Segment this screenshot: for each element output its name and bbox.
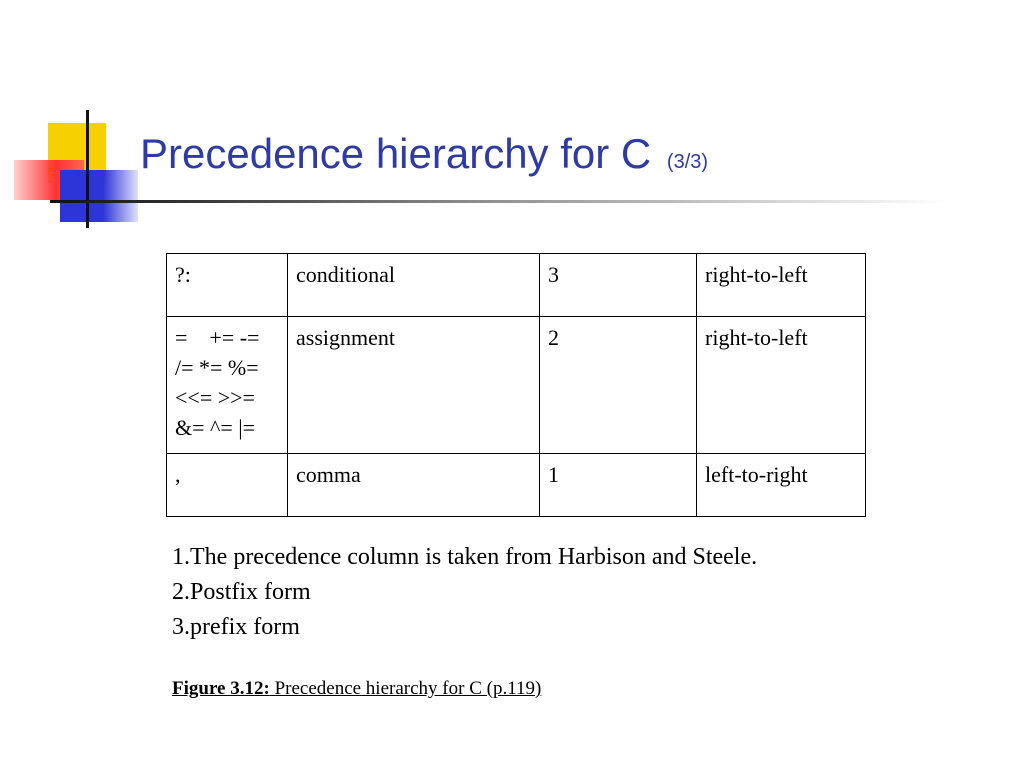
associativity-cell: left-to-right	[697, 454, 866, 517]
logo-vertical-line	[86, 110, 89, 228]
operator-cell	[167, 317, 288, 454]
logo-blue-square	[60, 170, 138, 222]
slide-logo-decoration	[0, 0, 160, 240]
operator-name-cell: conditional	[288, 254, 540, 317]
operator-cell: ?:	[167, 254, 288, 317]
figure-caption	[172, 678, 541, 700]
precedence-cell: 1	[540, 454, 697, 517]
operator-cell: ,	[167, 454, 288, 517]
associativity-cell: right-to-left	[697, 317, 866, 454]
slide-title-text: Precedence hierarchy for C	[140, 130, 652, 177]
footnote-item: 3.prefix form	[172, 614, 300, 640]
operator-line: <<= >>=	[175, 385, 255, 410]
title-underline-rule	[50, 200, 950, 203]
precedence-cell: 2	[540, 317, 697, 454]
associativity-cell: right-to-left	[697, 254, 866, 317]
operator-line: &= ^= |=	[175, 415, 256, 440]
operator-name-cell: comma	[288, 454, 540, 517]
footnote-item: 1.The precedence column is taken from Harbison and Steele.	[172, 544, 758, 570]
footnotes	[172, 540, 757, 645]
precedence-table	[166, 253, 866, 517]
table-row	[167, 454, 866, 517]
figure-caption-text: Precedence hierarchy for C (p.119)	[269, 678, 542, 699]
table-row	[167, 317, 866, 454]
operator-name-cell: assignment	[288, 317, 540, 454]
operator-line: /= *= %=	[175, 355, 259, 380]
slide-title-suffix: (3/3)	[666, 151, 709, 173]
table-row	[167, 254, 866, 317]
operator-line: = += -=	[175, 325, 260, 350]
footnote-item: 2.Postfix form	[172, 579, 311, 605]
figure-caption-label: Figure 3.12:	[172, 678, 270, 699]
slide-title	[140, 130, 708, 178]
precedence-cell: 3	[540, 254, 697, 317]
